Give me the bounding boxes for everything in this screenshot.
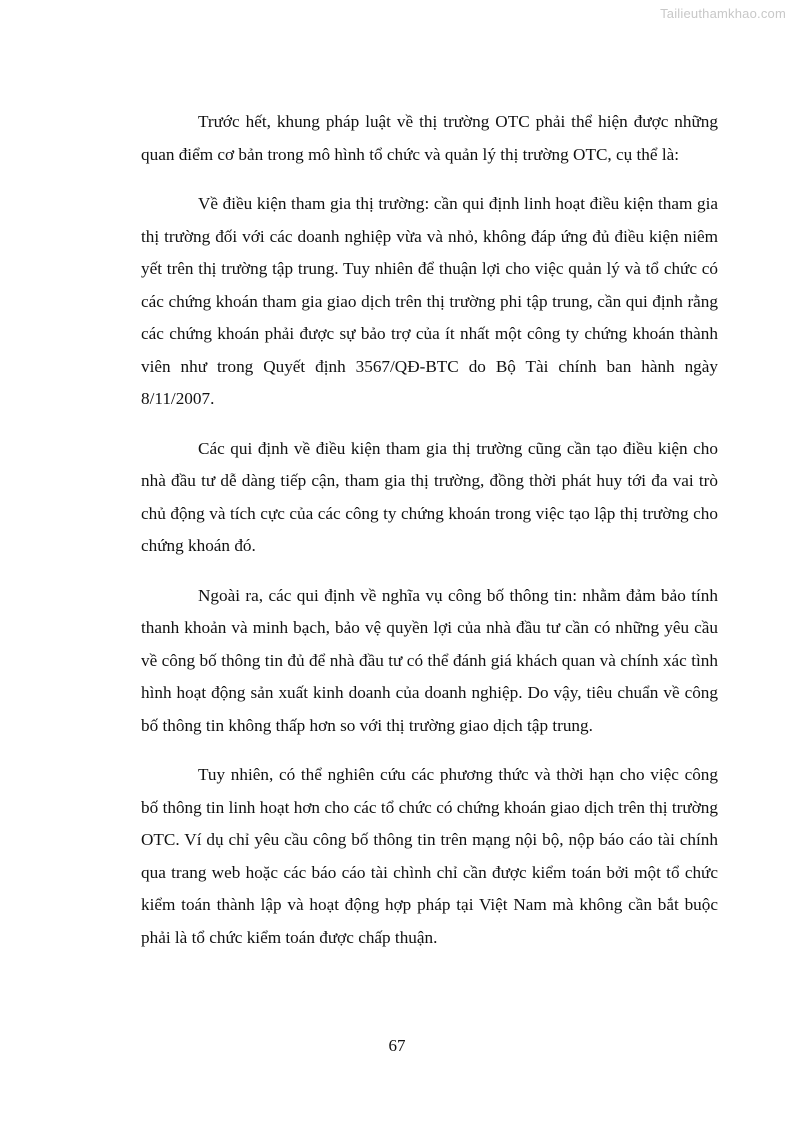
paragraph-flexible-disclosure: Tuy nhiên, có thể nghiên cứu các phương thức và thời hạn cho việc công bố thông tin linh hoạt hơn cho các tổ chức có chứng khoán giao dịch trên thị trường OTC. Ví dụ chỉ yêu cầu công bố thông tin trên mạng nội bộ, nộp báo cáo tài chính qua trang web hoặc các báo cáo tài chình chỉ cần được kiểm toán bởi một tổ chức kiểm toán thành lập và hoạt động hợp pháp tại Việt Nam mà không cần bắt buộc phải là tổ chức kiểm toán được chấp thuận. xyxy=(141,765,718,947)
paragraph-disclosure-obligations: Ngoài ra, các qui định về nghĩa vụ công bố thông tin: nhằm đảm bảo tính thanh khoản và minh bạch, bảo vệ quyền lợi của nhà đầu tư cần có những yêu cầu về công bố thông tin đủ để nhà đầu tư có thể đánh giá khách quan và chính xác tình hình hoạt động sản xuất kinh doanh của doanh nghiệp. Do vậy, tiêu chuẩn về công bố thông tin không thấp hơn so với thị trường giao dịch tập trung. xyxy=(141,585,718,735)
document-body xyxy=(141,106,718,971)
site-watermark: Tailieuthamkhao.com xyxy=(660,6,786,21)
paragraph-intro: Trước hết, khung pháp luật về thị trường OTC phải thể hiện được những quan điểm cơ bản trong mô hình tổ chức và quản lý thị trường OTC, cụ thể là: xyxy=(141,112,718,164)
paragraph-investor-access: Các qui định về điều kiện tham gia thị trường cũng cần tạo điều kiện cho nhà đầu tư dễ dàng tiếp cận, tham gia thị trường, đồng thời phát huy tới đa vai trò chủ động và tích cực của các công ty chứng khoán trong việc tạo lập thị trường cho chứng khoán đó. xyxy=(141,438,718,555)
page-number: 67 xyxy=(388,1036,406,1055)
paragraph-participation-conditions: Về điều kiện tham gia thị trường: cần qui định linh hoạt điều kiện tham gia thị trường đối với các doanh nghiệp vừa và nhỏ, không đáp ứng đủ điều kiện niêm yết trên thị trường tập trung. Tuy nhiên để thuận lợi cho việc quản lý và tổ chức có các chứng khoán tham gia giao dịch trên thị trường phi tập trung, cần qui định rằng các chứng khoán phải được sự bảo trợ của ít nhất một công ty chứng khoán thành viên như trong Quyết định 3567/QĐ-BTC do Bộ Tài chính ban hành ngày 8/11/2007. xyxy=(141,194,718,408)
